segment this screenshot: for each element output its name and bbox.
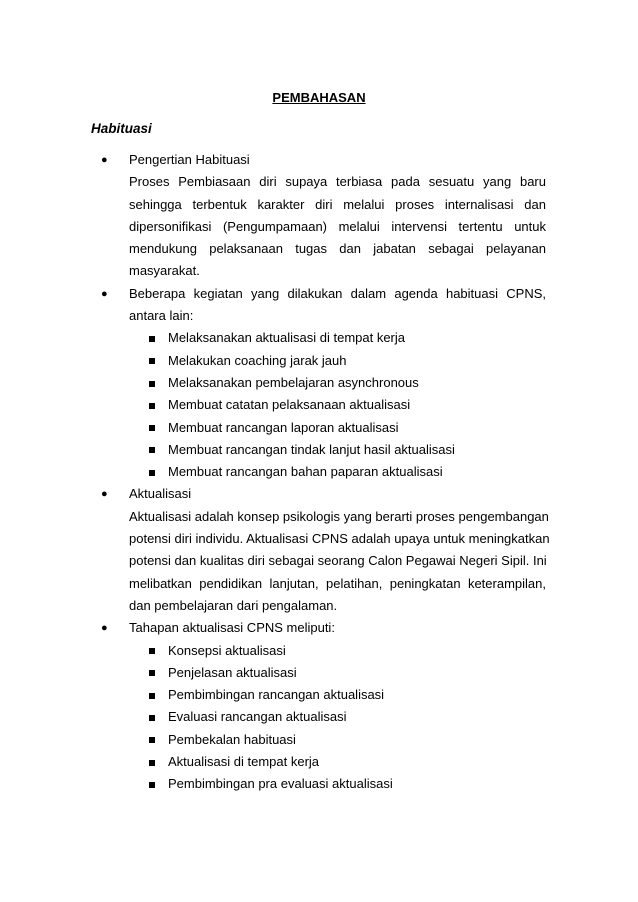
square-bullet-icon <box>149 773 155 795</box>
sublist-item-label: Pembimbingan rancangan aktualisasi <box>168 687 385 703</box>
sublist-item <box>0 439 638 461</box>
bullet-icon: ● <box>101 488 108 501</box>
paragraph-text: dipersonifikasi (Pengumpamaan) melalui intervensi tertentu untuk <box>129 218 546 234</box>
bullet-icon: ● <box>101 622 108 635</box>
sublist-item <box>0 350 638 372</box>
square-bullet-icon <box>149 417 155 439</box>
square-bullet-icon <box>149 372 155 394</box>
list-item-aktualisasi <box>0 483 638 505</box>
sublist-item-label: Melaksanakan aktualisasi di tempat kerja <box>168 330 406 346</box>
paragraph-line <box>0 238 638 260</box>
paragraph-text: mendukung pelaksanaan tugas dan jabatan sebagai pelayanan <box>129 241 546 257</box>
sublist-item <box>0 327 638 349</box>
square-bullet-icon <box>149 751 155 773</box>
sublist-item-label: Aktualisasi di tempat kerja <box>168 754 320 770</box>
list-item-tahapan <box>0 617 638 639</box>
square-bullet-icon <box>149 706 155 728</box>
sublist-item-label: Membuat rancangan tindak lanjut hasil aktualisasi <box>168 441 455 457</box>
paragraph-text: masyarakat. <box>129 263 200 279</box>
sublist-item <box>0 706 638 728</box>
list-item-pengertian <box>0 149 638 171</box>
paragraph-text: melibatkan pendidikan lanjutan, pelatihan, peningkatan keterampilan, <box>129 575 546 591</box>
sublist-item <box>0 640 638 662</box>
sublist-item-label: Konsepsi aktualisasi <box>168 642 286 658</box>
paragraph-line <box>0 305 638 327</box>
square-bullet-icon <box>149 640 155 662</box>
paragraph-text: sehingga terbentuk karakter diri melalui proses internalisasi dan <box>129 196 546 212</box>
square-bullet-icon <box>149 729 155 751</box>
paragraph-text: antara lain: <box>129 308 194 324</box>
section-heading: Habituasi <box>91 121 152 136</box>
sublist-item-label: Melaksanakan pembelajaran asynchronous <box>168 374 419 390</box>
list-item-label: Tahapan aktualisasi CPNS meliputi: <box>129 620 335 636</box>
paragraph-line <box>0 194 638 216</box>
paragraph-text: Proses Pembiasaan diri supaya terbiasa pada sesuatu yang baru <box>129 174 546 190</box>
sublist-item <box>0 684 638 706</box>
sublist-item <box>0 417 638 439</box>
paragraph-line <box>0 550 638 572</box>
sublist-item-label: Evaluasi rancangan aktualisasi <box>168 709 347 725</box>
list-item-label: Beberapa kegiatan yang dilakukan dalam agenda habituasi CPNS, <box>129 285 546 301</box>
sublist-item-label: Melakukan coaching jarak jauh <box>168 352 347 368</box>
sublist-item <box>0 372 638 394</box>
sublist-item <box>0 662 638 684</box>
paragraph-line <box>0 506 638 528</box>
paragraph-line <box>0 260 638 282</box>
sublist-item-label: Membuat rancangan laporan aktualisasi <box>168 419 399 435</box>
list-item-label: Pengertian Habituasi <box>129 152 250 167</box>
sublist-item-label: Membuat rancangan bahan paparan aktualisasi <box>168 464 443 480</box>
square-bullet-icon <box>149 327 155 349</box>
sublist-item-label: Membuat catatan pelaksanaan aktualisasi <box>168 397 411 413</box>
paragraph-line <box>0 528 638 550</box>
sublist-item-label: Penjelasan aktualisasi <box>168 664 297 680</box>
paragraph-text: dan pembelajaran dari pengalaman. <box>129 597 338 613</box>
list-item-label: Aktualisasi <box>129 486 192 502</box>
sublist-item-label: Pembekalan habituasi <box>168 731 296 747</box>
list-item-kegiatan <box>0 283 638 305</box>
square-bullet-icon <box>149 662 155 684</box>
document-body <box>0 149 638 796</box>
sublist-item <box>0 461 638 483</box>
square-bullet-icon <box>149 461 155 483</box>
paragraph-line <box>0 573 638 595</box>
sublist-item <box>0 751 638 773</box>
paragraph-text: potensi dan kualitas diri sebagai seorang Calon Pegawai Negeri Sipil. Ini <box>129 553 547 569</box>
paragraph-line <box>0 216 638 238</box>
sublist-item-label: Pembimbingan pra evaluasi aktualisasi <box>168 776 393 792</box>
paragraph-text: potensi diri individu. Aktualisasi CPNS adalah upaya untuk meningkatkan <box>129 531 550 547</box>
square-bullet-icon <box>149 684 155 706</box>
bullet-icon: ● <box>101 287 108 300</box>
paragraph-line <box>0 595 638 617</box>
sublist-item <box>0 394 638 416</box>
paragraph-line <box>0 171 638 193</box>
sublist-item <box>0 729 638 751</box>
page-title: PEMBAHASAN <box>272 90 366 105</box>
paragraph-text: Aktualisasi adalah konsep psikologis yang berarti proses pengembangan <box>129 508 549 524</box>
square-bullet-icon <box>149 394 155 416</box>
sublist-item <box>0 773 638 795</box>
square-bullet-icon <box>149 350 155 372</box>
square-bullet-icon <box>149 439 155 461</box>
bullet-icon: ● <box>101 154 108 166</box>
